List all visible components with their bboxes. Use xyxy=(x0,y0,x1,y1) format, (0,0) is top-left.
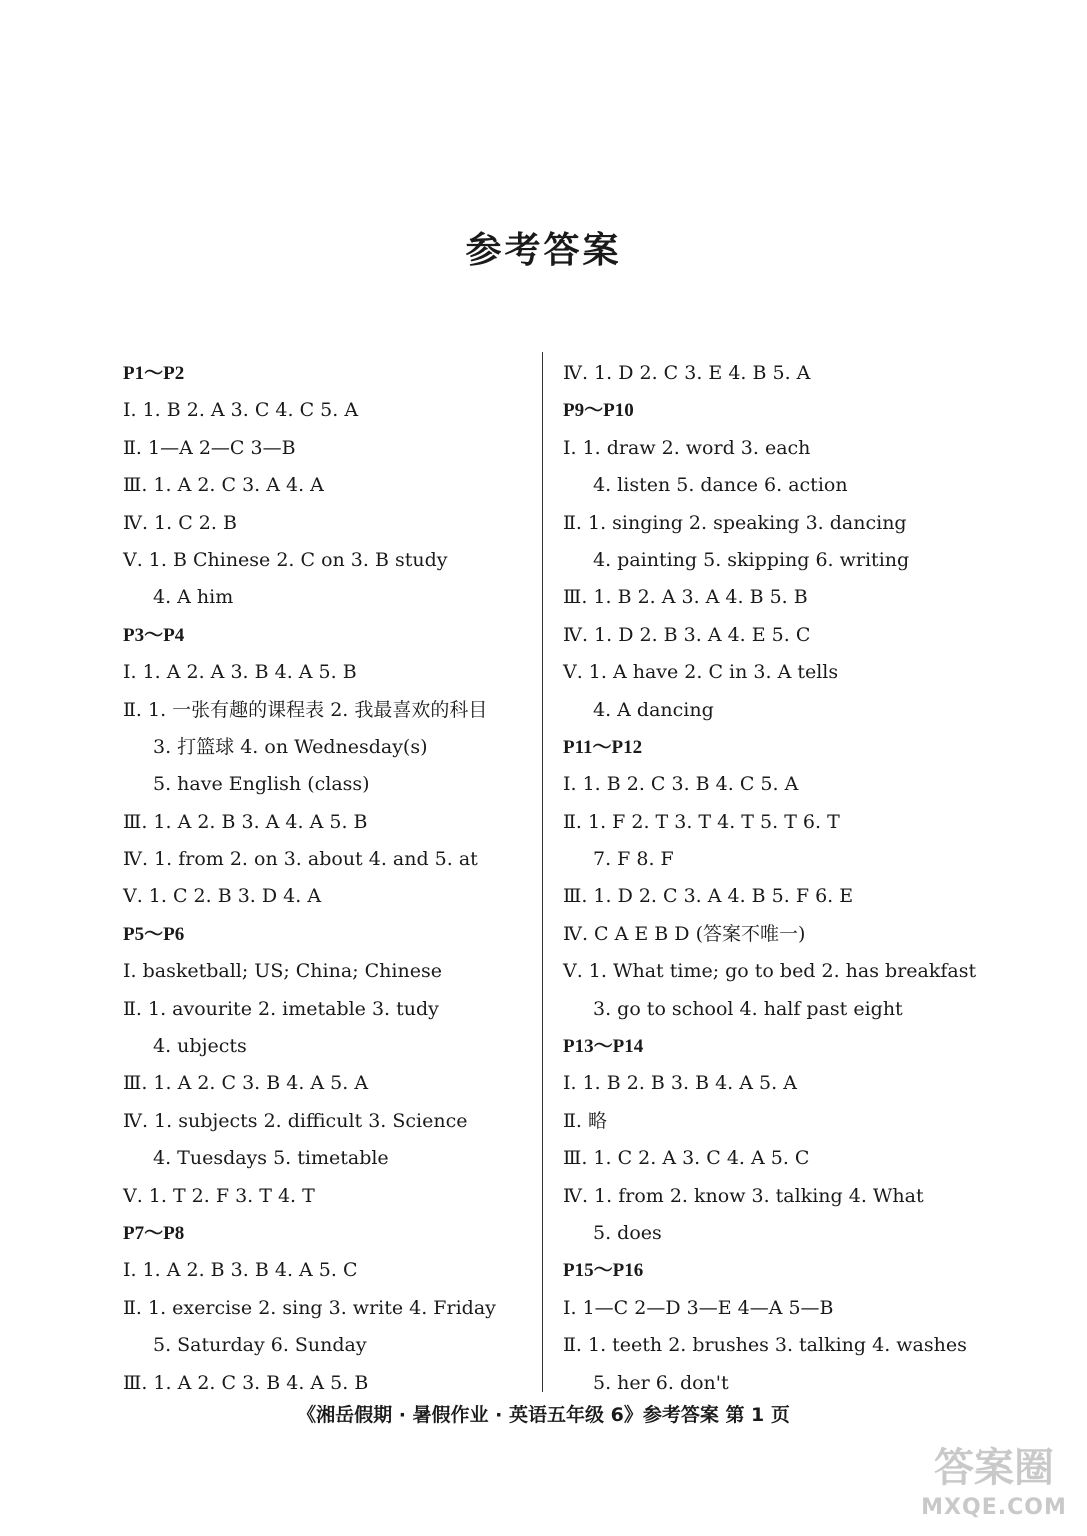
answer-line: Ⅲ. 1. B 2. A 3. A 4. B 5. B xyxy=(563,586,808,609)
section-heading: P7～P8 xyxy=(123,1222,185,1244)
answer-line: Ⅳ. 1. from 2. know 3. talking 4. What xyxy=(563,1184,924,1207)
answer-line: Ⅲ. 1. D 2. C 3. A 4. B 5. F 6. E xyxy=(563,885,854,908)
section-heading: P1～P2 xyxy=(123,363,185,384)
answer-line: 5. have English (class) xyxy=(153,773,370,796)
answer-line: Ⅲ. 1. A 2. C 3. B 4. A 5. A xyxy=(123,1072,369,1095)
answer-line: 5. Saturday 6. Sunday xyxy=(153,1334,367,1357)
answer-line: Ⅴ. 1. T 2. F 3. T 4. T xyxy=(123,1184,315,1207)
watermark-logo xyxy=(919,1441,1069,1526)
answer-line: Ⅱ. 1. F 2. T 3. T 4. T 5. T 6. T xyxy=(563,810,840,833)
page-footer: 《湘岳假期 · 暑假作业 · 英语五年级 6》参考答案 第 1 页 xyxy=(297,1404,790,1426)
section-heading: P9～P10 xyxy=(563,400,634,422)
answer-line: 7. F 8. F xyxy=(593,848,674,871)
answer-line: 5. does xyxy=(593,1221,662,1244)
answer-line: 3. go to school 4. half past eight xyxy=(593,997,903,1020)
answer-line: Ⅰ. 1—C 2—D 3—E 4—A 5—B xyxy=(563,1296,834,1319)
watermark-top-text: 答案圈 xyxy=(934,1445,1054,1491)
answer-line: Ⅴ. 1. What time; go to bed 2. has breakfast xyxy=(563,960,977,983)
answer-line: Ⅲ. 1. A 2. C 3. A 4. A xyxy=(123,474,324,497)
answer-line: Ⅱ. 1—A 2—C 3—B xyxy=(123,436,296,459)
answer-line: Ⅱ. 1. teeth 2. brushes 3. talking 4. washes xyxy=(563,1334,967,1357)
answer-line: 4. listen 5. dance 6. action xyxy=(593,474,848,497)
answer-line: Ⅱ. 1. exercise 2. sing 3. write 4. Friday xyxy=(123,1296,496,1319)
answer-line: Ⅲ. 1. A 2. B 3. A 4. A 5. B xyxy=(123,810,368,833)
answer-line: Ⅰ. 1. draw 2. word 3. each xyxy=(563,436,811,459)
answer-line: Ⅰ. 1. B 2. C 3. B 4. C 5. A xyxy=(563,773,799,796)
answer-line: Ⅰ. 1. A 2. B 3. B 4. A 5. C xyxy=(123,1259,358,1282)
answer-line: Ⅰ. 1. B 2. B 3. B 4. A 5. A xyxy=(563,1072,797,1095)
answer-line: Ⅱ. 1. 一张有趣的课程表 2. 我最喜欢的科目 xyxy=(123,698,488,721)
answer-line: Ⅳ. 1. subjects 2. difficult 3. Science xyxy=(123,1109,468,1132)
answer-line: Ⅴ. 1. B Chinese 2. C on 3. B study xyxy=(123,548,448,571)
answer-line: Ⅱ. 1. avourite 2. imetable 3. tudy xyxy=(123,997,439,1020)
answer-line: Ⅳ. 1. from 2. on 3. about 4. and 5. at xyxy=(123,848,478,871)
section-heading: P11～P12 xyxy=(563,736,643,758)
answer-line: 4. A dancing xyxy=(593,698,714,721)
answer-line: Ⅰ. basketball; US; China; Chinese xyxy=(123,960,442,983)
answer-line: Ⅲ. 1. A 2. C 3. B 4. A 5. B xyxy=(123,1371,369,1394)
answer-line: Ⅳ. C A E B D (答案不唯一) xyxy=(563,922,806,945)
answer-line: 4. Tuesdays 5. timetable xyxy=(153,1147,389,1170)
section-heading: P5～P6 xyxy=(123,923,185,945)
answer-line: 3. 打篮球 4. on Wednesday(s) xyxy=(153,735,428,758)
answer-line: Ⅱ. 略 xyxy=(563,1109,607,1132)
answer-line: Ⅴ. 1. A have 2. C in 3. A tells xyxy=(563,661,839,684)
right-answer-column xyxy=(563,355,1003,1402)
answer-line: 4. A him xyxy=(153,586,234,609)
answer-line: Ⅳ. 1. C 2. B xyxy=(123,511,237,534)
section-heading: P15～P16 xyxy=(563,1260,644,1282)
answer-line: 4. painting 5. skipping 6. writing xyxy=(593,548,910,571)
page-title: 参考答案 xyxy=(465,230,622,271)
answer-line: 4. ubjects xyxy=(153,1035,247,1058)
answer-line: Ⅳ. 1. D 2. B 3. A 4. E 5. C xyxy=(563,623,811,646)
section-heading: P13～P14 xyxy=(563,1036,644,1058)
answer-line: Ⅰ. 1. A 2. A 3. B 4. A 5. B xyxy=(123,661,357,684)
answer-line: Ⅲ. 1. C 2. A 3. C 4. A 5. C xyxy=(563,1147,810,1170)
answer-line: Ⅱ. 1. singing 2. speaking 3. dancing xyxy=(563,511,907,534)
answer-line: Ⅰ. 1. B 2. A 3. C 4. C 5. A xyxy=(123,399,359,422)
watermark-bottom-text: MXQE.COM xyxy=(921,1495,1067,1520)
left-answer-column xyxy=(123,355,563,1402)
answer-line: 5. her 6. don't xyxy=(593,1371,729,1394)
section-heading: P3～P4 xyxy=(123,624,185,646)
answer-line: Ⅳ. 1. D 2. C 3. E 4. B 5. A xyxy=(563,362,811,384)
answer-line: Ⅴ. 1. C 2. B 3. D 4. A xyxy=(123,885,322,908)
